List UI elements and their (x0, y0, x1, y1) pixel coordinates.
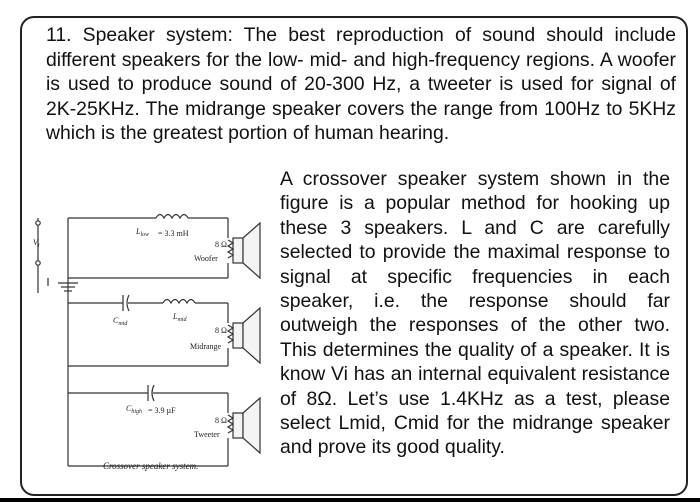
source-label: $V_i$ (33, 238, 40, 249)
woofer-inductor-value: = 3.3 mH (158, 229, 189, 238)
figure-caption: Crossover speaker system. (103, 461, 199, 471)
woofer-resistance: 8 Ω (215, 240, 227, 249)
woofer-name: Woofer (194, 254, 218, 263)
tweeter-resistance: 8 Ω (215, 416, 227, 425)
midrange-resistance: 8 Ω (215, 326, 227, 335)
description-text: A crossover speaker system shown in the figure is a popular method for hooking up these 3 speakers. L and C are carefully selected to provide the maximal response to signal at specific frequencies in each speaker, i.e. the response should far outweigh the responses of the other two. This determines the quality of a speaker. It is know Vi has an internal equivalent resistance of 8Ω. Let’s use 1.4KHz as a test, please select Lmid, Cmid for the midrange speaker and prove its good quality. (280, 168, 670, 459)
midrange-speaker-icon (228, 308, 260, 363)
bottom-edge-bar (0, 498, 700, 502)
crossover-circuit-diagram (28, 183, 278, 478)
tweeter-capacitor-value: = 3.9 µF (148, 406, 176, 415)
problem-statement: 11. Speaker system: The best reproduction of sound should include different speakers for the low- mid- and high-frequency regions. A woofer is used to produce sound of 20-300 Hz, a tweeter is used for signal of 2K-25KHz. The midrange speaker covers the range from 100Hz to 5KHz which is the greatest portion of human hearing. (46, 24, 676, 144)
midrange-inductor-label: $L_{mid}$ (173, 312, 187, 323)
woofer-speaker-icon (228, 223, 260, 278)
midrange-capacitor-label: $C_{mid}$ (113, 316, 128, 327)
tweeter-capacitor-label: $C_{high}$ (126, 404, 143, 415)
tweeter-name: Tweeter (194, 430, 220, 439)
woofer-inductor-label: $L_{low}$ (136, 227, 150, 238)
midrange-name: Midrange (190, 342, 222, 351)
tweeter-speaker-icon (228, 398, 260, 453)
